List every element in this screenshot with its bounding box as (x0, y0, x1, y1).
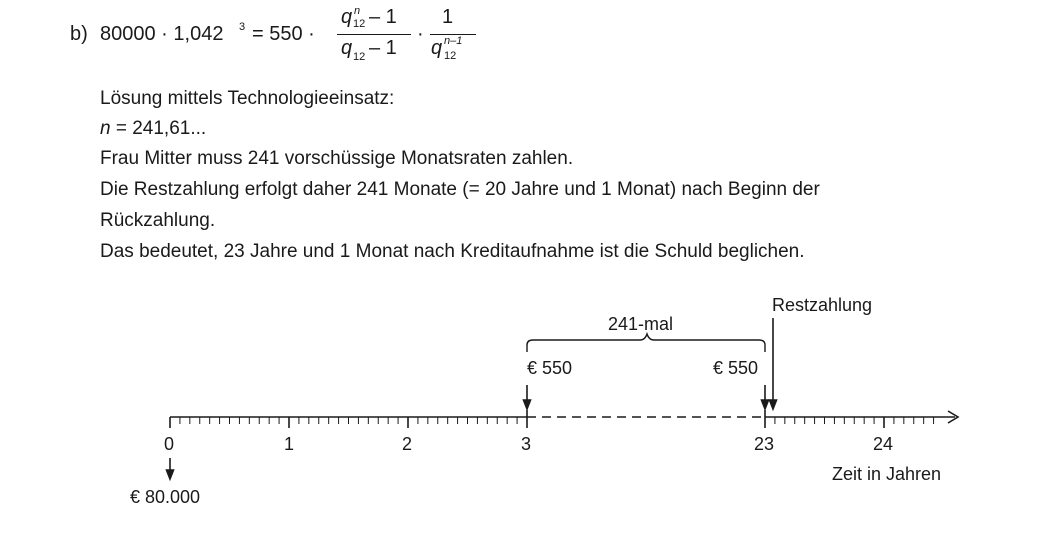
tick-label-1: 1 (284, 434, 295, 454)
solution-line-3: Frau Mitter muss 241 vorschüssige Monatsraten zahlen. (100, 148, 574, 169)
arrowhead-final-payment (770, 400, 777, 409)
fraction1-numerator-q: q (341, 6, 353, 28)
tick-label-23: 23 (754, 434, 775, 454)
fraction2-denominator-sub: 12 (444, 50, 457, 62)
final-payment-label: Restzahlung (772, 295, 873, 315)
arrowhead-first-payment (524, 400, 531, 409)
solution-line-4: Die Restzahlung erfolgt daher 241 Monate (= 20 Jahre und 1 Monat) nach Beginn der (100, 179, 820, 200)
fraction2-denominator-q: q (431, 37, 443, 59)
fraction1-denominator-rest: – 1 (369, 37, 397, 59)
formula-times: · (417, 23, 424, 45)
tick-label-2: 2 (402, 434, 413, 454)
solution-line-1: Lösung mittels Technologieeinsatz: (100, 88, 395, 109)
solution-line-6: Das bedeutet, 23 Jahre und 1 Monat nach Kreditaufnahme ist die Schuld beglichen. (100, 241, 805, 262)
fraction2-numerator: 1 (442, 6, 454, 28)
solution-line-5: Rückzahlung. (100, 210, 216, 231)
arrowhead-loan (167, 470, 174, 479)
loan-amount-label: € 80.000 (130, 487, 201, 507)
solution-variable-n: n (100, 118, 111, 139)
tick-label-3: 3 (521, 434, 532, 454)
tick-label-24: 24 (873, 434, 894, 454)
fraction1-denominator-sub: 12 (353, 51, 366, 63)
fraction1-numerator-sub: 12 (353, 18, 366, 30)
tick-label-0: 0 (164, 434, 175, 454)
formula-equals-rate: = 550 · (252, 23, 315, 45)
solution-n-value: = 241,61... (110, 118, 207, 139)
payment-last-label: € 550 (713, 358, 759, 378)
formula-lhs-base: 80000 · 1,042 (100, 23, 224, 45)
axis-label: Zeit in Jahren (832, 464, 942, 484)
timeline-minor-ticks (180, 417, 934, 424)
fraction1-numerator-sup: n (354, 5, 361, 17)
part-label: b) (70, 23, 88, 45)
fraction2-denominator-sup: n–1 (444, 35, 463, 47)
payment-first-label: € 550 (527, 358, 573, 378)
fraction1-numerator-rest: – 1 (369, 6, 397, 28)
arrowhead-last-payment (762, 400, 769, 409)
fraction1-denominator-q: q (341, 37, 353, 59)
brace-label: 241-mal (608, 314, 674, 334)
formula-lhs-exponent: 3 (239, 21, 246, 33)
brace-241 (527, 334, 765, 352)
